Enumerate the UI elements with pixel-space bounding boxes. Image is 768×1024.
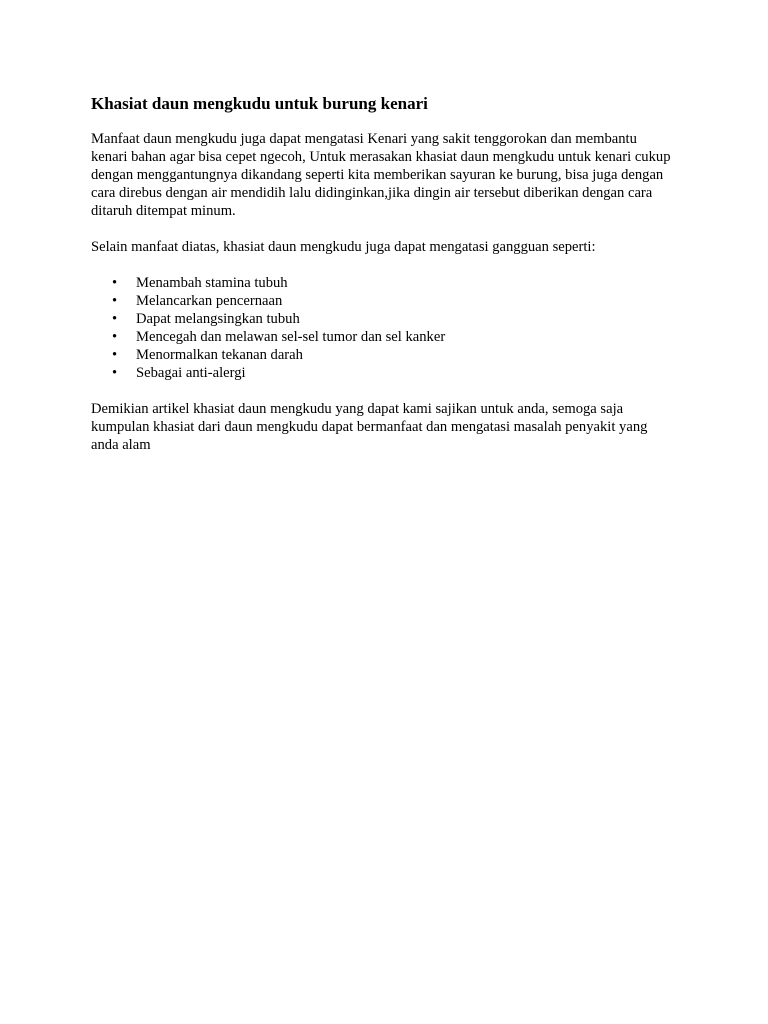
bullet-icon: •	[112, 293, 118, 309]
bullet-icon: •	[112, 275, 118, 291]
list-item-text: Mencegah dan melawan sel-sel tumor dan sel kanker	[136, 329, 446, 345]
document-page	[91, 94, 691, 453]
paragraph-list-intro: Selain manfaat diatas, khasiat daun mengkudu juga dapat mengatasi gangguan seperti:	[91, 239, 596, 255]
paragraph-intro: Manfaat daun mengkudu juga dapat mengatasi Kenari yang sakit tenggorokan dan membantu kenari bahan agar bisa cepet ngecoh, Untuk merasakan khasiat daun mengkudu untuk kenari cukup dengan menggantungnya dikandang seperti kita memberikan sayuran ke burung, bisa juga dengan cara direbus dengan air mendidih lalu didinginkan,jika dingin air tersebut diberikan dengan cara ditaruh ditempat minum.	[91, 131, 671, 219]
list-item-text: Menormalkan tekanan darah	[136, 347, 303, 363]
list-item	[91, 274, 445, 292]
list-item	[91, 328, 445, 346]
bullet-icon: •	[112, 347, 118, 363]
list-item	[91, 346, 445, 364]
list-item	[91, 292, 445, 310]
document-title: Khasiat daun mengkudu untuk burung kenari	[91, 94, 428, 113]
bullet-icon: •	[112, 311, 118, 327]
bullet-icon: •	[112, 329, 118, 345]
list-item-text: Dapat melangsingkan tubuh	[136, 311, 300, 327]
list-item-text: Melancarkan pencernaan	[136, 293, 283, 309]
benefits-list	[91, 274, 445, 382]
bullet-icon: •	[112, 365, 118, 381]
list-item	[91, 310, 445, 328]
list-item	[91, 364, 445, 382]
list-item-text: Menambah stamina tubuh	[136, 275, 288, 291]
paragraph-closing: Demikian artikel khasiat daun mengkudu yang dapat kami sajikan untuk anda, semoga saja kumpulan khasiat dari daun mengkudu dapat bermanfaat dan mengatasi masalah penyakit yang anda alam	[91, 401, 648, 453]
list-item-text: Sebagai anti-alergi	[136, 365, 246, 381]
